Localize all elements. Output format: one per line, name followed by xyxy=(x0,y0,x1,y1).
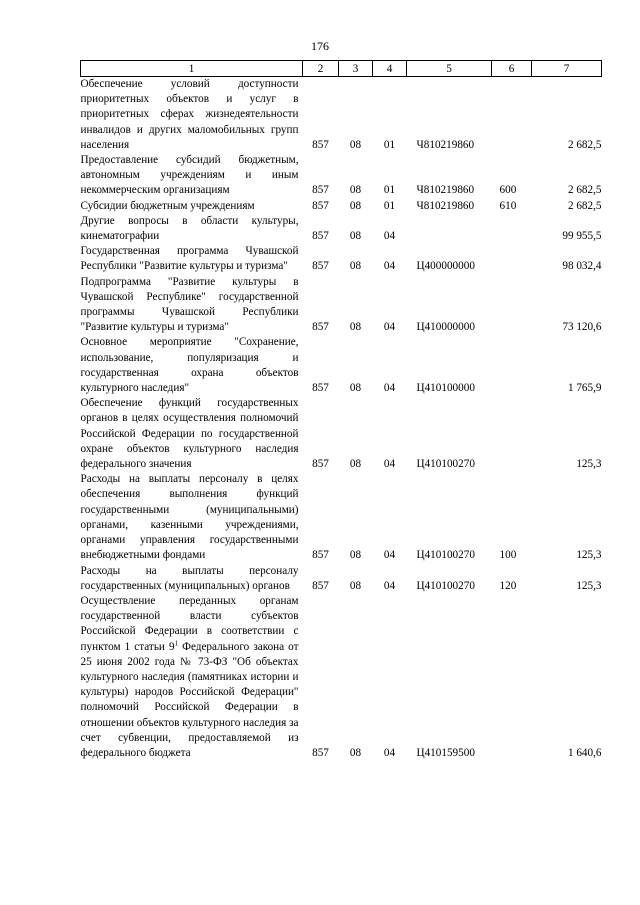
row-csr: Ц400000000 xyxy=(416,260,475,273)
footnote-superscript: 1 xyxy=(174,638,179,647)
row-sum: 125,3 xyxy=(576,549,602,562)
column-header: 3 xyxy=(339,61,373,77)
row-sum: 1 765,9 xyxy=(567,382,602,395)
row-gr: 857 xyxy=(312,230,329,243)
row-csr: Ц410100270 xyxy=(416,549,475,562)
row-gr: 857 xyxy=(312,184,329,197)
row-rz: 08 xyxy=(349,579,362,592)
row-pr: 01 xyxy=(383,199,396,212)
row-csr xyxy=(407,214,492,244)
row-csr: Ц410100270 xyxy=(416,458,475,471)
row-pr: 01 xyxy=(383,184,396,197)
row-sum: 73 120,6 xyxy=(562,321,602,334)
row-vr xyxy=(492,594,532,761)
row-name: Субсидии бюджетным учреждениям xyxy=(80,199,255,212)
page-number: 176 xyxy=(311,39,329,53)
column-header: 6 xyxy=(492,61,532,77)
row-name-part: Федерального закона от 25 июня 2002 года № 73-ФЗ "Об объектах культурного наследия (памятниках истории и культуры) народов Российской Федерации" полномочий Российской Федерации в отношении объектов культурного наследия за счет субвенции, предоставляемой из федерального бюджета xyxy=(80,640,299,759)
row-sum: 125,3 xyxy=(576,579,602,592)
table-row xyxy=(81,214,602,244)
row-gr: 857 xyxy=(312,549,329,562)
row-name: Обеспечение условий доступности приоритетных объектов и услуг в приоритетных сферах жизнедеятельности инвалидов и других маломобильных групп населения xyxy=(80,78,299,151)
row-name: Основное мероприятие "Сохранение, использование, популяризация и государственная охрана объектов культурного наследия" xyxy=(80,336,299,395)
row-vr xyxy=(492,335,532,396)
row-vr xyxy=(492,77,532,154)
row-pr: 04 xyxy=(383,458,396,471)
row-rz: 08 xyxy=(349,230,362,243)
column-header: 7 xyxy=(532,61,602,77)
row-name-part: Осуществление переданных органам государственной власти субъектов Российской Федерации в соответствии с пунктом 1 статьи 9 xyxy=(80,594,299,653)
row-pr: 04 xyxy=(383,579,396,592)
row-rz: 08 xyxy=(349,138,362,151)
column-header: 4 xyxy=(373,61,407,77)
row-csr: Ц410100270 xyxy=(416,579,475,592)
row-pr: 04 xyxy=(383,260,396,273)
table-row xyxy=(81,564,602,594)
row-vr: 120 xyxy=(499,579,517,592)
row-gr: 857 xyxy=(312,458,329,471)
row-name: Расходы на выплаты персоналу государственных (муниципальных) органов xyxy=(80,564,299,592)
row-gr: 857 xyxy=(312,199,329,212)
row-sum: 98 032,4 xyxy=(562,260,602,273)
row-gr: 857 xyxy=(312,260,329,273)
row-rz: 08 xyxy=(349,321,362,334)
column-header: 5 xyxy=(407,61,492,77)
table-row xyxy=(81,472,602,563)
table-row xyxy=(81,199,602,214)
table-row xyxy=(81,335,602,396)
column-header: 1 xyxy=(81,61,303,77)
row-csr: Ч810219860 xyxy=(416,199,475,212)
row-pr: 04 xyxy=(383,746,396,759)
table-row xyxy=(81,594,602,761)
row-gr: 857 xyxy=(312,321,329,334)
budget-table xyxy=(80,60,602,761)
table-row xyxy=(81,244,602,274)
row-gr: 857 xyxy=(312,746,329,759)
row-csr: Ц410000000 xyxy=(416,321,475,334)
table-row xyxy=(81,396,602,472)
row-rz: 08 xyxy=(349,549,362,562)
row-csr: Ц410159500 xyxy=(416,746,475,759)
row-csr: Ц410100000 xyxy=(416,382,475,395)
row-sum: 125,3 xyxy=(576,458,602,471)
row-vr: 610 xyxy=(499,199,517,212)
row-name: Государственная программа Чувашской Республики "Развитие культуры и туризма" xyxy=(80,245,299,273)
row-pr: 04 xyxy=(383,230,396,243)
row-name: Подпрограмма "Развитие культуры в Чувашской Республике" государственной программы Чувашской Республики "Развитие культуры и туризма" xyxy=(80,275,299,334)
row-name: Обеспечение функций государственных органов в целях осуществления полномочий Российской Федерации по государственной охране объектов культурного наследия федерального значения xyxy=(80,397,299,471)
row-name: Другие вопросы в области культуры, кинематографии xyxy=(80,214,299,243)
row-sum: 99 955,5 xyxy=(562,230,602,243)
row-name: Предоставление субсидий бюджетным, автономным учреждениям и иным некоммерческим организациям xyxy=(80,154,299,197)
row-vr: 600 xyxy=(499,184,517,197)
row-vr xyxy=(492,214,532,244)
row-sum: 1 640,6 xyxy=(567,746,602,759)
row-vr xyxy=(492,244,532,274)
row-csr: Ч810219860 xyxy=(416,138,475,151)
row-pr: 04 xyxy=(383,382,396,395)
row-sum: 2 682,5 xyxy=(567,199,602,212)
row-gr: 857 xyxy=(312,382,329,395)
row-rz: 08 xyxy=(349,260,362,273)
row-rz: 08 xyxy=(349,184,362,197)
row-sum: 2 682,5 xyxy=(567,184,602,197)
table-row xyxy=(81,153,602,199)
row-rz: 08 xyxy=(349,382,362,395)
row-vr: 100 xyxy=(499,549,517,562)
row-name: Расходы на выплаты персоналу в целях обеспечения выполнения функций государственными (муниципальными) органами, казенными учреждениями, органами управления государственными внебюджетными фондами xyxy=(80,473,299,562)
row-pr: 04 xyxy=(383,549,396,562)
row-rz: 08 xyxy=(349,746,362,759)
row-rz: 08 xyxy=(349,199,362,212)
row-gr: 857 xyxy=(312,138,329,151)
row-vr xyxy=(492,396,532,472)
row-vr xyxy=(492,275,532,336)
row-csr: Ч810219860 xyxy=(416,184,475,197)
table-header-row xyxy=(81,61,602,77)
row-gr: 857 xyxy=(312,579,329,592)
row-pr: 04 xyxy=(383,321,396,334)
row-pr: 01 xyxy=(383,138,396,151)
row-rz: 08 xyxy=(349,458,362,471)
row-sum: 2 682,5 xyxy=(567,138,602,151)
row-name xyxy=(81,594,303,761)
column-header: 2 xyxy=(303,61,339,77)
table-row xyxy=(81,77,602,154)
table-row xyxy=(81,275,602,336)
